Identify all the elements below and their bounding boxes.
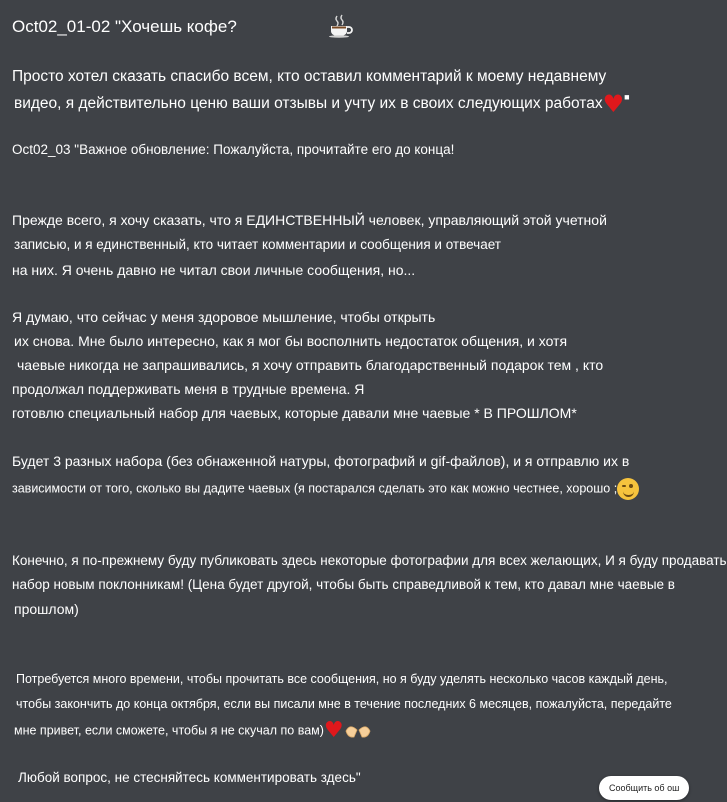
paragraph-line	[14, 720, 372, 742]
red-heart-icon: ♥	[602, 90, 625, 118]
report-error-button[interactable]: Сообщить об ош	[599, 776, 689, 800]
dot-mark: ■	[624, 92, 630, 102]
red-heart-icon: ♥	[323, 718, 344, 743]
paragraph-line: их снова. Мне было интересно, как я мог бы восполнить недостаток общения, и хотя	[14, 333, 568, 349]
paragraph-line: продолжал поддерживать меня в трудные времена. Я	[12, 381, 365, 397]
paragraph-line: чтобы закончить до конца октября, если вы писали мне в течение последних 6 месяцев, пожалуйста, передайте	[16, 697, 672, 711]
paragraph-line	[12, 478, 639, 500]
paragraph-line: Потребуется много времени, чтобы прочитать все сообщения, но я буду уделять несколько часов каждый день,	[16, 672, 668, 686]
paragraph-line: Прежде всего, я хочу сказать, что я ЕДИНСТВЕННЫЙ человек, управляющий этой учетной	[12, 212, 607, 228]
thanks-line-text: видео, я действительно ценю ваши отзывы и учту их в своих следующих работах	[14, 95, 603, 113]
paragraph-line: Я думаю, что сейчас у меня здоровое мышление, чтобы открыть	[12, 309, 436, 325]
update-title: Oct02_03 "Важное обновление: Пожалуйста, прочитайте его до конца!	[12, 142, 455, 157]
post-header-title: Oct02_01-02 "Хочешь кофе?	[12, 17, 237, 36]
paragraph-line: Конечно, я по-прежнему буду публиковать здесь некоторые фотографии для всех желающих, И я буду продавать	[12, 553, 727, 568]
paragraph-line: записью, и я единственный, кто читает комментарии и сообщения и отвечает	[14, 237, 501, 252]
winking-face-icon	[617, 478, 639, 500]
heart-hands-icon	[344, 722, 372, 740]
closing-line: Любой вопрос, не стесняйтесь комментировать здесь"	[18, 770, 361, 785]
thanks-line	[14, 92, 630, 116]
paragraph-line: чаевые никогда не запрашивались, я хочу отправить благодарственный подарок тем , кто	[17, 357, 604, 373]
coffee-cup-icon	[328, 14, 354, 38]
paragraph-line: на них. Я очень давно не читал свои личные сообщения, но...	[12, 262, 416, 278]
paragraph-line: прошлом)	[14, 601, 79, 617]
paragraph-line: набор новым поклонникам! (Цена будет другой, чтобы быть справедливой к тем, кто давал мне чаевые в	[12, 577, 675, 592]
paragraph-line: Будет 3 разных набора (без обнаженной натуры, фотографий и gif-файлов), и я отправлю их в	[12, 453, 630, 469]
paragraph-line-text: зависимости от того, сколько вы дадите чаевых (я постарался сделать это как можно честнее, хорошо ;	[12, 481, 618, 496]
paragraph-line: готовлю специальный набор для чаевых, которые давали мне чаевые * В ПРОШЛОМ*	[12, 405, 577, 421]
paragraph-line-text: мне привет, если сможете, чтобы я не скучал по вам)	[14, 723, 324, 738]
thanks-line: Просто хотел сказать спасибо всем, кто оставил комментарий к моему недавнему	[12, 68, 607, 85]
